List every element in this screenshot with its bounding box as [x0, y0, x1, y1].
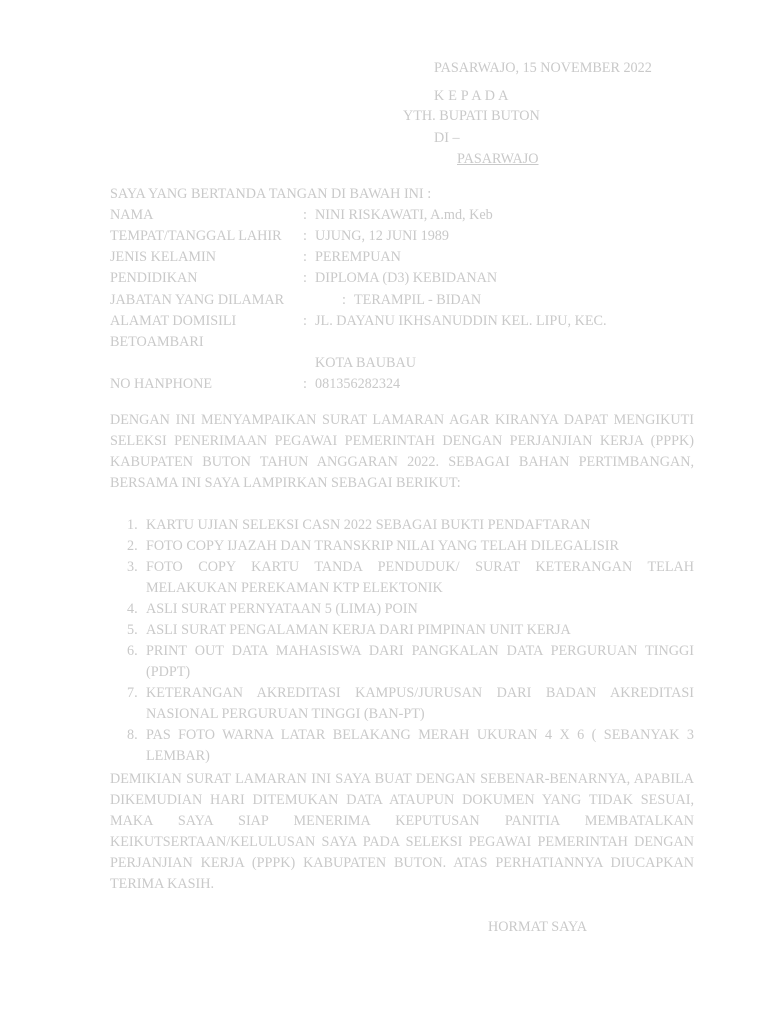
field-label-nama: NAMA: [110, 207, 154, 223]
field-label-pendidikan: PENDIDIKAN: [110, 270, 198, 286]
list-item-text: PAS FOTO WARNA LATAR BELAKANG MERAH UKURAN 4 X 6 ( SEBANYAK 3 LEMBAR): [146, 727, 694, 764]
addressee-di: DI –: [434, 130, 460, 146]
field-value-jabatan: TERAMPIL - BIDAN: [354, 292, 482, 308]
list-item: [110, 725, 694, 767]
field-colon-jk: :: [303, 249, 307, 265]
list-item: [110, 683, 694, 725]
field-colon-nama: :: [303, 207, 307, 223]
field-colon-hp: :: [303, 376, 307, 392]
attachment-list: [110, 515, 694, 767]
field-value-pendidikan: DIPLOMA (D3) KEBIDANAN: [315, 270, 498, 286]
list-item-text: ASLI SURAT PENGALAMAN KERJA DARI PIMPINAN UNIT KERJA: [146, 622, 571, 638]
field-value-jk: PEREMPUAN: [315, 249, 401, 265]
list-item: [110, 620, 694, 641]
field-label-jk: JENIS KELAMIN: [110, 249, 217, 265]
field-value-alamat-line2: BETOAMBARI: [110, 334, 204, 350]
field-value-alamat-line1: JL. DAYANU IKHSANUDDIN KEL. LIPU, KEC.: [315, 313, 607, 329]
sign-off: HORMAT SAYA: [488, 919, 587, 935]
field-label-jabatan: JABATAN YANG DILAMAR: [110, 292, 285, 308]
field-colon-ttl: :: [303, 228, 307, 244]
field-value-alamat-line3: KOTA BAUBAU: [315, 355, 416, 371]
list-item-number: 5.: [127, 622, 138, 638]
field-value-nama: NINI RISKAWATI, A.md, Keb: [315, 207, 493, 223]
list-item: [110, 515, 694, 536]
paragraph-application: DENGAN INI MENYAMPAIKAN SURAT LAMARAN AGAR KIRANYA DAPAT MENGIKUTI SELEKSI PENERIMAAN PEGAWAI PEMERINTAH DENGAN PERJANJIAN KERJA (PPPK) KABUPATEN BUTON TAHUN ANGGARAN 2022. SEBAGAI BAHAN PERTIMBANGAN, BERSAMA INI SAYA LAMPIRKAN SEBAGAI BERIKUT:: [110, 412, 694, 491]
addressee-kepada: K E P A D A: [434, 88, 509, 104]
letter-date: PASARWAJO, 15 NOVEMBER 2022: [434, 60, 652, 76]
list-item: [110, 599, 694, 620]
list-item-text: ASLI SURAT PERNYATAAN 5 (LIMA) POIN: [146, 601, 418, 617]
paragraph-closing-statement: DEMIKIAN SURAT LAMARAN INI SAYA BUAT DENGAN SEBENAR-BENARNYA, APABILA DIKEMUDIAN HARI DITEMUKAN DATA ATAUPUN DOKUMEN YANG TIDAK SESUAI, MAKA SAYA SIAP MENERIMA KEPUTUSAN PANITIA MEMBATALKAN KEIKUTSERTAAN/KELULUSAN SAYA PADA SELEKSI PEGAWAI PEMERINTAH DENGAN PERJANJIAN KERJA (PPPK) KABUPATEN BUTON. ATAS PERHATIANNYA DIUCAPKAN TERIMA KASIH.: [110, 771, 694, 892]
addressee-name: YTH. BUPATI BUTON: [403, 108, 540, 124]
list-item-number: 4.: [127, 601, 138, 617]
list-item-text: FOTO COPY IJAZAH DAN TRANSKRIP NILAI YANG TELAH DILEGALISIR: [146, 538, 619, 554]
list-item-text: KETERANGAN AKREDITASI KAMPUS/JURUSAN DARI BADAN AKREDITASI NASIONAL PERGURUAN TINGGI (BAN-PT): [146, 685, 694, 722]
list-item-number: 1.: [127, 517, 138, 533]
addressee-place: PASARWAJO: [457, 151, 539, 167]
field-label-ttl: TEMPAT/TANGGAL LAHIR: [110, 228, 282, 244]
field-colon-alamat: :: [303, 313, 307, 329]
list-item-text: PRINT OUT DATA MAHASISWA DARI PANGKALAN DATA PERGURUAN TINGGI (PDPT): [146, 643, 694, 680]
intro-line: SAYA YANG BERTANDA TANGAN DI BAWAH INI :: [110, 186, 432, 202]
field-label-alamat: ALAMAT DOMISILI: [110, 313, 237, 329]
list-item-number: 8.: [127, 727, 138, 743]
field-label-hp: NO HANPHONE: [110, 376, 213, 392]
list-item: [110, 557, 694, 599]
list-item-text: FOTO COPY KARTU TANDA PENDUDUK/ SURAT KETERANGAN TELAH MELAKUKAN PEREKAMAN KTP ELEKTONIK: [146, 559, 694, 596]
list-item-text: KARTU UJIAN SELEKSI CASN 2022 SEBAGAI BUKTI PENDAFTARAN: [146, 517, 591, 533]
list-item: [110, 536, 694, 557]
field-colon-pendidikan: :: [303, 270, 307, 286]
list-item-number: 7.: [127, 685, 138, 701]
field-value-hp: 081356282324: [315, 376, 401, 392]
list-item: [110, 641, 694, 683]
list-item-number: 3.: [127, 559, 138, 575]
list-item-number: 6.: [127, 643, 138, 659]
list-item-number: 2.: [127, 538, 138, 554]
field-value-ttl: UJUNG, 12 JUNI 1989: [315, 228, 449, 244]
field-colon-jabatan: :: [342, 292, 346, 308]
